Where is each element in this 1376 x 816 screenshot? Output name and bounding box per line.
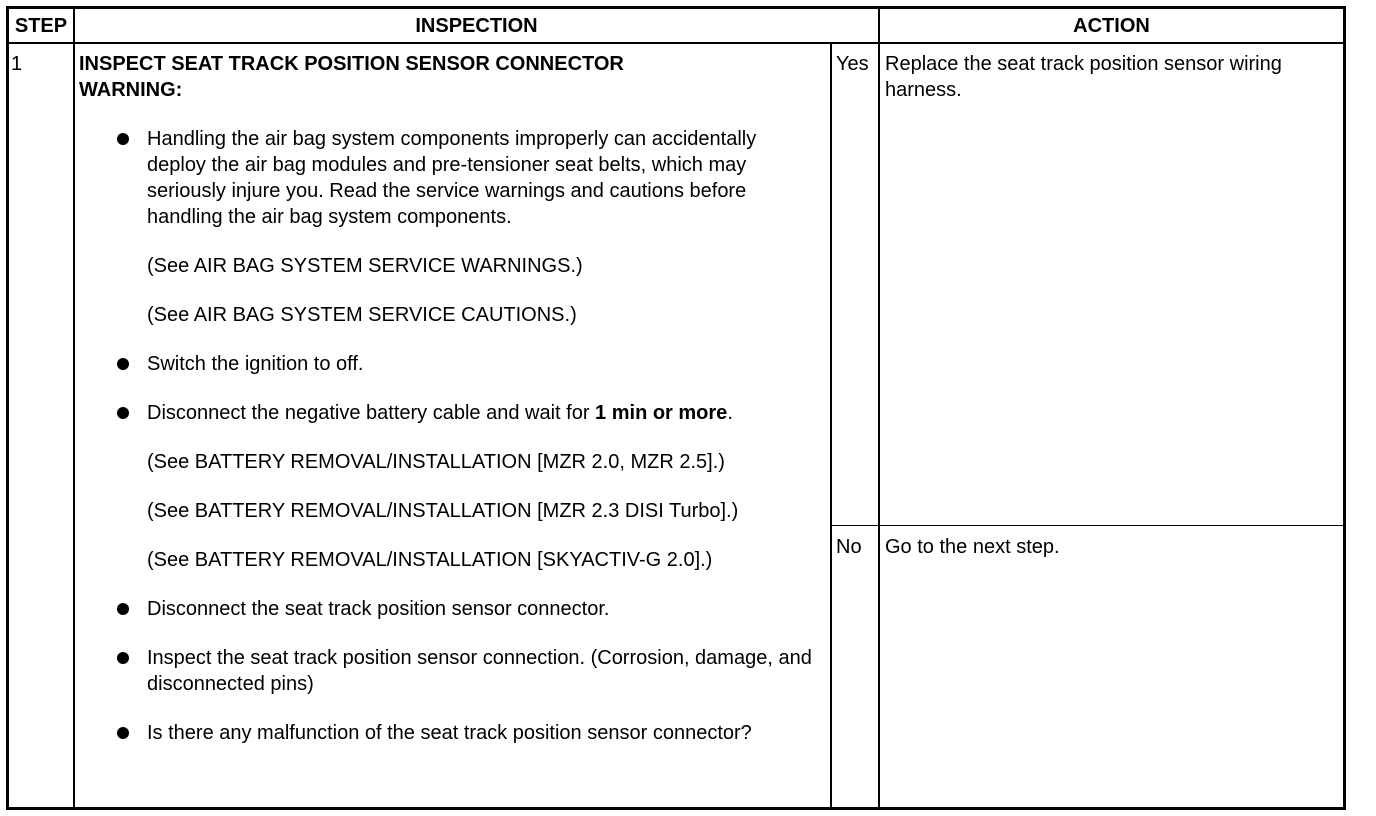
ignition-off-text: Switch the ignition to off.: [147, 353, 364, 375]
action-yes: Replace the seat track position sensor wiring harness.: [885, 53, 1282, 101]
step-column-divider: [73, 6, 75, 810]
bullet-icon: [117, 652, 129, 664]
reference-battery-skyactiv: (See BATTERY REMOVAL/INSTALLATION [SKYACTIV-G 2.0].): [147, 549, 713, 571]
inspection-title: INSPECT SEAT TRACK POSITION SENSOR CONNECTOR: [79, 53, 624, 75]
answer-yes: Yes: [836, 53, 869, 75]
disconnect-battery-end: .: [727, 402, 733, 424]
reference-battery-mzr: (See BATTERY REMOVAL/INSTALLATION [MZR 2.0, MZR 2.5].): [147, 451, 725, 473]
bullet-icon: [117, 603, 129, 615]
header-step: STEP: [14, 14, 68, 37]
warning-label: WARNING:: [79, 79, 183, 101]
action-column-divider: [878, 6, 880, 810]
step-number: 1: [11, 53, 23, 75]
list-item: [79, 596, 819, 622]
list-item: [79, 400, 819, 426]
reference-air-bag-cautions: (See AIR BAG SYSTEM SERVICE CAUTIONS.): [147, 304, 577, 326]
reference-battery-disi-turbo: (See BATTERY REMOVAL/INSTALLATION [MZR 2.3 DISI Turbo].): [147, 500, 739, 522]
bullet-icon: [117, 133, 129, 145]
bullet-icon: [117, 727, 129, 739]
disconnect-connector-text: Disconnect the seat track position sensor connector.: [147, 598, 610, 620]
bullet-icon: [117, 358, 129, 370]
header-action: ACTION: [1073, 14, 1150, 37]
header-inspection: INSPECTION: [415, 14, 538, 37]
answer-column-divider: [830, 43, 832, 810]
step-list: [79, 126, 819, 746]
warning-text: Handling the air bag system components improperly can accidentally deploy the air bag modules and pre-tensioner seat belts, which may seriously injure you. Read the service warnings and cautions before handling the air bag system components.: [147, 128, 757, 228]
inspection-cell: [79, 51, 819, 746]
list-item: [79, 720, 819, 746]
bullet-icon: [117, 407, 129, 419]
yes-no-divider: [831, 525, 1346, 526]
wait-duration: 1 min or more: [595, 402, 728, 424]
action-no: Go to the next step.: [885, 536, 1060, 558]
inspect-connection-text: Inspect the seat track position sensor connection. (Corrosion, damage, and disconnected pins): [147, 647, 812, 695]
disconnect-battery-text: Disconnect the negative battery cable and wait for: [147, 402, 596, 424]
list-item: [79, 126, 819, 230]
malfunction-question: Is there any malfunction of the seat track position sensor connector?: [147, 722, 752, 744]
reference-air-bag-warnings: (See AIR BAG SYSTEM SERVICE WARNINGS.): [147, 255, 583, 277]
answer-no: No: [836, 536, 862, 558]
list-item: [79, 645, 819, 697]
list-item: [79, 351, 819, 377]
